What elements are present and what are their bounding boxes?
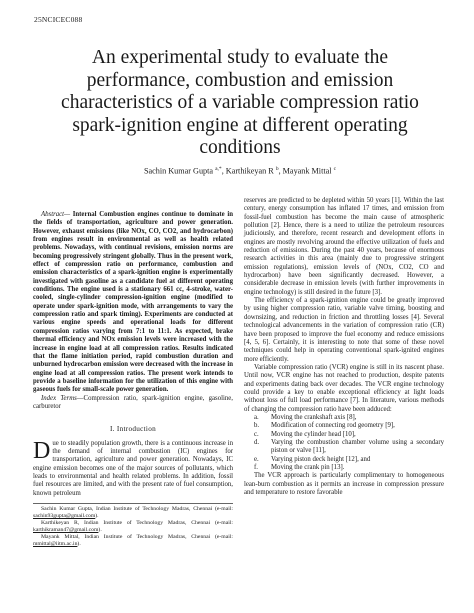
list-item: [244, 414, 444, 422]
right-column: [244, 197, 444, 497]
abstract: [33, 211, 233, 395]
list-item-text: Varying the combustion chamber volume using a secondary piston or valve [11],: [271, 438, 444, 455]
intro-text: ue to steadily population growth, there is a continuous increase in the demand of internal combustion (IC) engines for transportation, agriculture and power generation. Nowadays, IC engine emission becomes one of the major sources of pollutants, which leads to environmental and health related problems. In addition, fossil fuel resources are limited, and with the present rate of fuel consumption, known petroleum: [33, 439, 233, 497]
title-line: An experimental study to evaluate the: [91, 47, 389, 68]
body-paragraph: The VCR approach is particularly complimentary to homogeneous lean-burn combustion as it permits an increase in compression pressure and temperature to restore favorable: [244, 472, 444, 497]
list-marker: f.: [254, 464, 258, 471]
footnote-text: Sachin Kumar Gupta, Indian Institute of Technology Madras, Chennai (e-mail:: [41, 506, 233, 512]
list-marker: d.: [254, 438, 260, 446]
author-affiliation-mark: b: [275, 166, 279, 172]
email-link[interactable]: karthikraman47@gmail.com: [33, 527, 99, 533]
section-heading: I. Introduction: [109, 425, 157, 434]
body-paragraph: reserves are predicted to be depleted within 50 years [1]. Within the last century, energy consumption has inflated 17 times, and emission from fossil-fuel combustion has become the main cause of atmospheric pollution [2]. Hence, there is a need to utilize the petroleum resources judiciously, and therefore, recent research and development efforts in engines are mostly revolving around the effective utilization of fuels and reduction of emissions. During the past 40 years, because of enormous research activities in this area (mainly due to progressive stringent emission regulations), emission levels of (NOx, CO2, CO and hydrocarbon) have been significantly decreased. However, a considerable decrease in emission levels (with further improvements in engine technology) is still desired in the future [3].: [244, 197, 444, 296]
list-marker: c.: [254, 430, 259, 438]
list-item: [244, 456, 444, 464]
index-terms: [33, 395, 233, 412]
drop-cap: D: [33, 437, 51, 464]
index-terms-text: —Compression ratio, spark-ignition engine, gasoline, carburetor: [33, 394, 233, 410]
intro-paragraph: [33, 437, 233, 498]
author-affiliation-mark: a,*: [215, 166, 222, 172]
list-marker: e.: [254, 455, 259, 463]
footnote: [33, 534, 233, 548]
footnote: [33, 520, 233, 534]
title-line: conditions: [199, 137, 281, 158]
paper-id: 25NCICEC088: [34, 15, 83, 24]
title-line: performance, combustion and emission: [86, 69, 394, 91]
author-name: Sachin Kumar Gupta: [143, 166, 214, 176]
footnote-tail: ).: [77, 541, 81, 547]
list-item-text: Varying piston deck height [12], and: [271, 455, 371, 463]
list-marker: b.: [254, 422, 260, 430]
author-affiliation-mark: c: [333, 166, 337, 172]
left-column: [33, 211, 233, 548]
methods-list: [244, 414, 444, 472]
list-item: [244, 422, 444, 430]
footnote-tail: ).: [95, 513, 99, 519]
list-item: [244, 464, 444, 472]
list-item-text: Modification of connecting rod geometry [9],: [271, 422, 395, 430]
footnote-text: Karthikeyan R, Indian Institute of Technology Madras, Chennai (e-mail:: [41, 520, 233, 526]
author-list: Sachin Kumar Gupta $^{a,*}$, Karthikeyan R $^b$, Mayank Mittal $^c$: [143, 166, 337, 176]
footnote-text: Mayank Mittal, Indian Institute of Technology Madras, Chennai (e-mail:: [41, 534, 233, 540]
list-marker: a.: [254, 413, 259, 421]
email-link[interactable]: sachin93gupta@gmail.com: [33, 513, 96, 519]
footnote: [33, 506, 233, 520]
body-paragraph: The efficiency of a spark-ignition engine could be greatly improved by using higher compression ratio, variable valve timing, boosting and downsizing, and reduction in friction and throttling losses [4]. Several technological advancements in the variation of compression ratio (CR) have been proposed to improve the fuel economy and reduce emissions [4, 5, 6]. Certainly, it is interesting to note that some of these novel techniques could help in operating conventional spark-ignited engines more efficiently.: [244, 297, 444, 363]
author-name: Karthikeyan R: [225, 166, 274, 176]
footnotes: [33, 503, 233, 548]
title-line: spark-ignition engine at different operating: [72, 114, 408, 136]
paper-title: [40, 47, 440, 160]
footnote-tail: ).: [98, 527, 102, 533]
index-terms-label: Index Terms: [41, 394, 77, 402]
list-item-text: Moving the cylinder head [10],: [271, 430, 356, 438]
list-item-text: Moving the crank pin [13].: [271, 464, 345, 471]
abstract-label: Abstract—: [41, 211, 71, 218]
author-name: Mayank Mittal: [282, 166, 332, 176]
list-item: [244, 439, 444, 456]
body-paragraph: Variable compression ratio (VCR) engine is still in its nascent phase. Until now, VCR engine has not reached to production, despite patents and experiments dating back over decades. The VCR engine technology could provide a key to enable exceptional efficiency at light loads without loss of full load performance [7]. In literature, various methods of changing the compression ratio have been adduced:: [244, 363, 444, 413]
list-item: [244, 431, 444, 439]
title-line: characteristics of a variable compression ratio: [61, 92, 419, 113]
abstract-text: Internal Combustion engines continue to dominate in the fields of transportation, agriculture and power generation. However, exhaust emissions (like NOx, CO, CO2, and hydrocarbon) from engines result in environmental as well as health related problems. Nowadays, with continual revisions, emission norms are becoming progressively stringent globally. Thus in the present work, effect of compression ratio on performance, combustion and emission characteristics of a spark-ignition engine is experimentally investigated with gasoline as a candidate fuel at different operating conditions. The engine used is a stationary 661 cc, 4-stroke, water-cooled, single-cylinder compression-ignition engine (modified to operate under spark-ignition mode, with arrangements to vary the compression ratio and spark timing). Experiments are conducted at various engine speeds and operational loads for different compression ratios varying from 7:1 to 11:1. As expected, brake thermal efficiency and NOx emission levels were increased with the increase in engine load at all compression ratios. Results indicated that the flame initiation period, rapid combustion duration and unburned hydrocarbon emission were decreased with the increase in engine load at all compression ratios. The present work intends to provide a baseline information for the utilization of this engine with gaseous fuels for small-scale power generation.: [33, 211, 233, 394]
list-item-text: Moving the crankshaft axis [8],: [271, 413, 357, 421]
email-link[interactable]: mmittal@iitm.ac.in: [33, 541, 78, 547]
